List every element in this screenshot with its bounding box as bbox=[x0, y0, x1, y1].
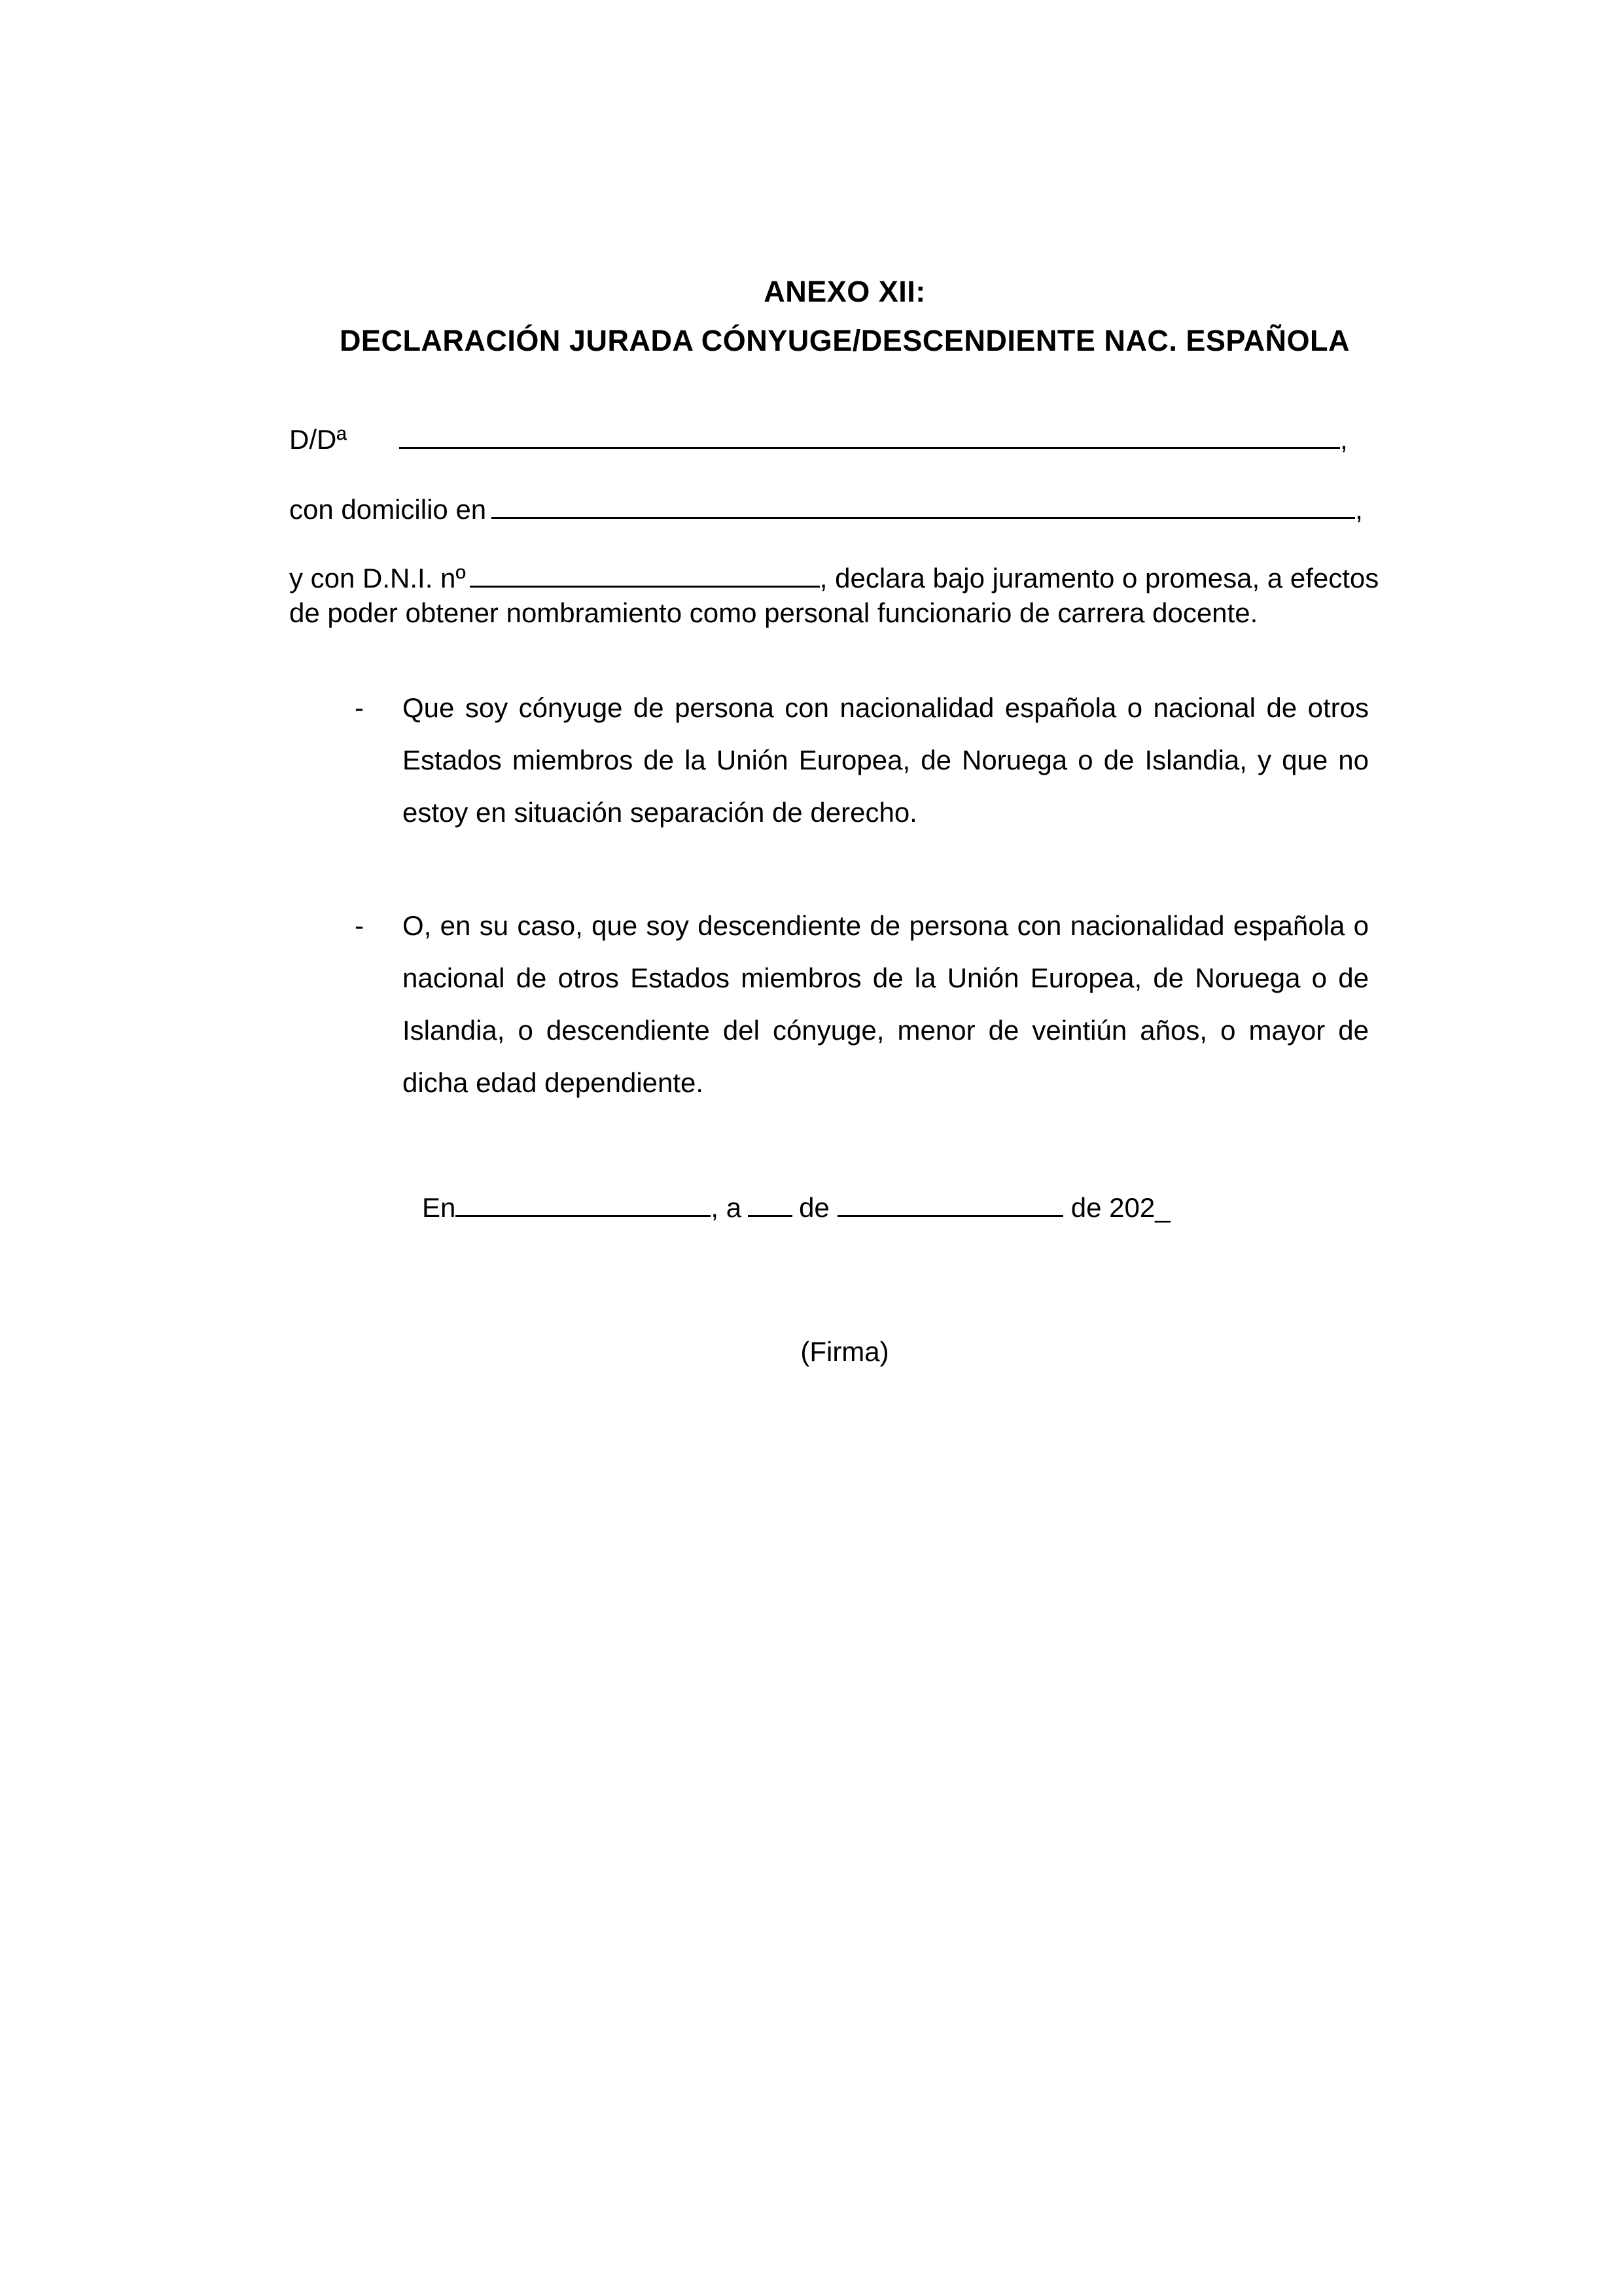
day-label: , a bbox=[711, 1192, 742, 1223]
place-field[interactable] bbox=[455, 1190, 711, 1217]
place-date-line bbox=[422, 1190, 1171, 1226]
year-label: de 202_ bbox=[1070, 1192, 1171, 1223]
address-label: con domicilio en bbox=[289, 494, 487, 525]
clause-bullet: - bbox=[355, 910, 364, 941]
clause-bullet: - bbox=[355, 692, 364, 723]
address-row bbox=[289, 492, 1369, 527]
name-field[interactable] bbox=[399, 422, 1340, 449]
dni-label: y con D.N.I. nº bbox=[289, 563, 466, 593]
annex-heading: ANEXO XII: bbox=[764, 275, 926, 308]
clause-text: Que soy cónyuge de persona con nacionalidad española o nacional de otros Estados miembros de la Unión Europea, de Noruega o de Islandia, y que no estoy en situación separación de derecho. bbox=[402, 692, 1369, 828]
dni-row bbox=[289, 561, 1379, 595]
address-suffix: , bbox=[1355, 494, 1363, 525]
signature-label: (Firma) bbox=[800, 1336, 889, 1367]
place-label: En bbox=[422, 1192, 456, 1223]
declaration-purpose: de poder obtener nombramiento como personal funcionario de carrera docente. bbox=[289, 597, 1258, 628]
month-field[interactable] bbox=[838, 1190, 1063, 1217]
day-field[interactable] bbox=[748, 1190, 792, 1217]
dni-suffix: , declara bajo juramento o promesa, a efectos bbox=[819, 563, 1379, 593]
address-field[interactable] bbox=[491, 492, 1355, 519]
name-suffix: , bbox=[1340, 424, 1348, 455]
document-title: DECLARACIÓN JURADA CÓNYUGE/DESCENDIENTE NAC. ESPAÑOLA bbox=[339, 324, 1350, 357]
month-label: de bbox=[799, 1192, 830, 1223]
dni-field[interactable] bbox=[470, 561, 820, 588]
name-label: D/Dª bbox=[289, 424, 347, 455]
name-row bbox=[289, 422, 1369, 457]
clause-text: O, en su caso, que soy descendiente de persona con nacionalidad española o nacional de otros Estados miembros de la Unión Europea, de Noruega o de Islandia, o descendiente del cónyuge, menor de veintiún años, o mayor de dicha edad dependiente. bbox=[402, 910, 1369, 1098]
